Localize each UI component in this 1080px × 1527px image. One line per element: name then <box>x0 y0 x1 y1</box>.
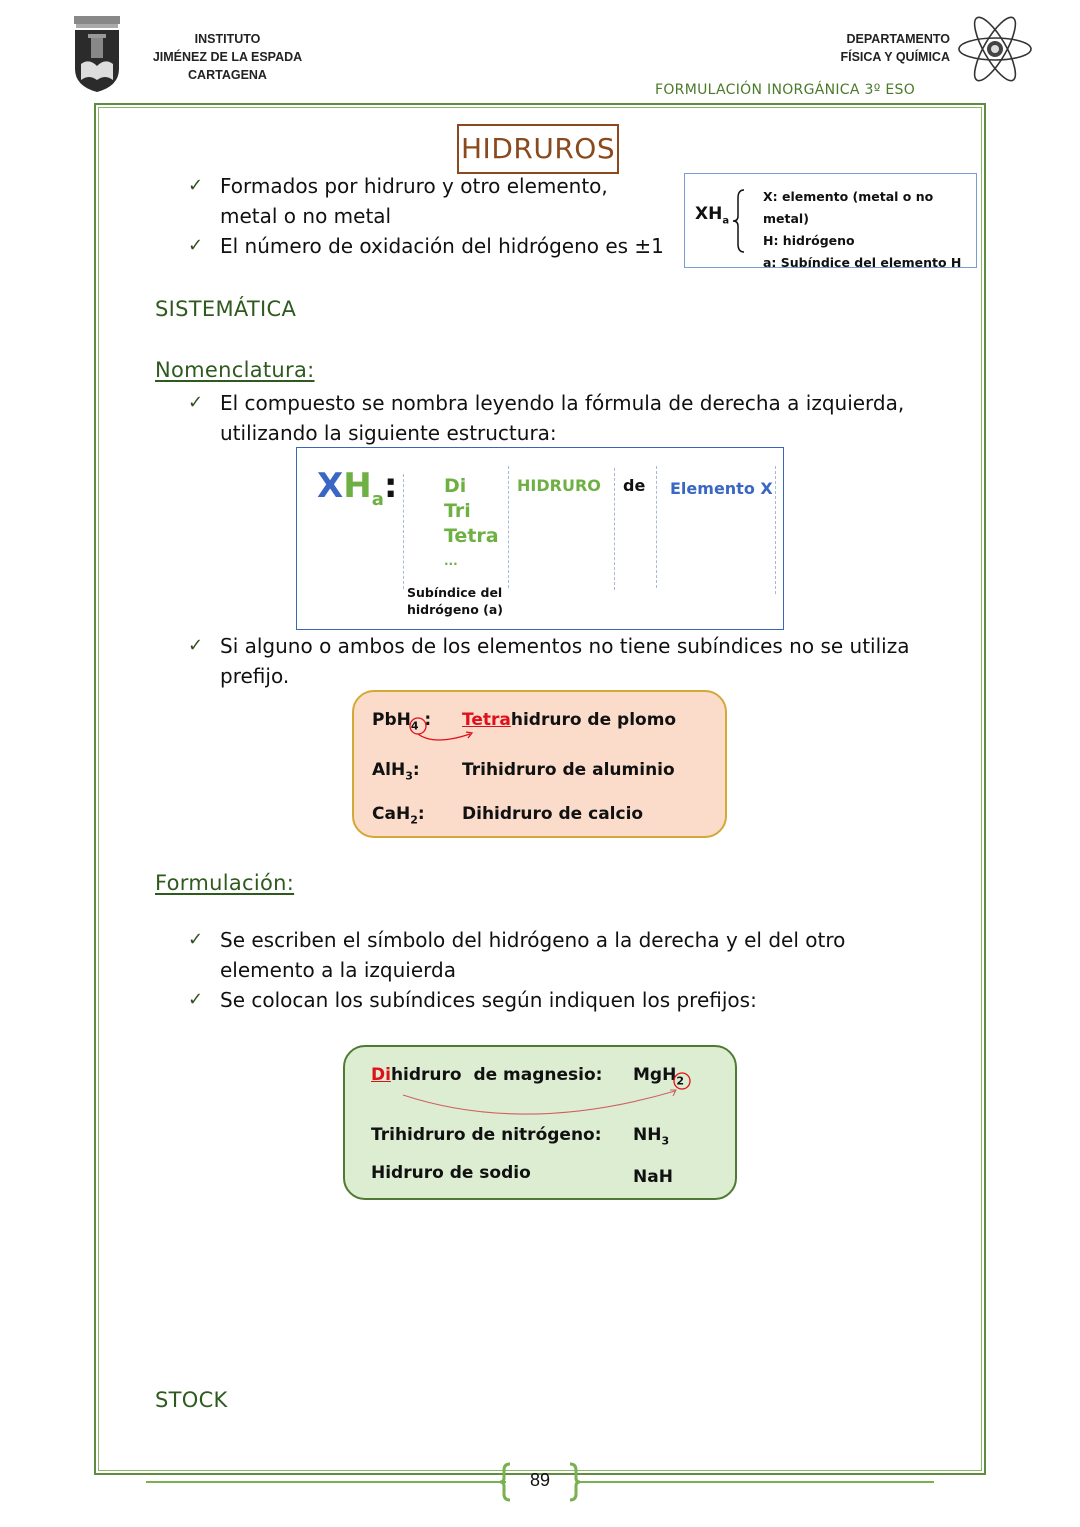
bullet-text: Se colocan los subíndices según indiquen los prefijos: <box>220 988 757 1012</box>
checkmark-icon: ✓ <box>188 635 204 656</box>
note-line: hidrógeno (a) <box>407 602 504 617</box>
structure-x: X <box>317 466 344 506</box>
bullet-text: prefijo. <box>220 664 290 688</box>
institute-name <box>150 30 305 84</box>
section-nomenclatura: Nomenclatura: <box>155 358 315 382</box>
formula-subscript: 2 <box>676 1074 684 1088</box>
structure-colon: : <box>383 466 398 506</box>
legend-line: a: Subíndice del elemento H <box>763 255 962 270</box>
formula-legend-box <box>684 173 977 268</box>
footer-divider-right <box>578 1481 934 1483</box>
brace-icon <box>733 188 745 254</box>
bullet-text: Se escriben el símbolo del hidrógeno a la derecha y el del otro <box>220 928 846 952</box>
example-formula: CaH <box>372 804 411 824</box>
formula-text: NH <box>633 1125 662 1145</box>
arrow-annotation-icon <box>404 716 484 744</box>
example-row: CaH$_2$: <box>372 804 425 827</box>
department-line-2: FÍSICA Y QUÍMICA <box>840 50 950 64</box>
checkmark-icon: ✓ <box>188 175 204 196</box>
bullet-text: elemento a la izquierda <box>220 958 456 982</box>
structure-elemento: Elemento X <box>670 479 773 498</box>
example-subscript: 3 <box>405 769 413 783</box>
checkmark-icon: ✓ <box>188 929 204 950</box>
bullet-text: Si alguno o ambos de los elementos no tiene subíndices no se utiliza <box>220 634 910 658</box>
naming-structure-box <box>296 447 784 630</box>
footer-divider-left <box>146 1481 506 1483</box>
prefix-list <box>444 474 499 574</box>
arrow-annotation-icon <box>375 1069 695 1121</box>
checkmark-icon: ✓ <box>188 392 204 413</box>
prefix-item: Tri <box>444 500 471 522</box>
bullet-text: utilizando la siguiente estructura: <box>220 421 557 445</box>
bullet-text: metal o no metal <box>220 204 392 228</box>
intro-bullet-2 <box>188 231 664 261</box>
checkmark-icon: ✓ <box>188 235 204 256</box>
note-line: Subíndice del <box>407 585 503 600</box>
example-name: Dihidruro de calcio <box>462 804 644 824</box>
structure-note <box>407 584 503 618</box>
highlighted-prefix: Di <box>371 1065 391 1085</box>
department-name <box>800 30 950 66</box>
department-line-1: DEPARTAMENTO <box>846 32 950 46</box>
example-formula: PbH <box>372 710 411 730</box>
legend-lines <box>763 186 976 274</box>
school-crest-logo <box>72 14 122 94</box>
institute-line-2: JIMÉNEZ DE LA ESPADA <box>152 50 303 64</box>
formulation-examples-box <box>343 1045 737 1200</box>
formulacion-bullet-1 <box>188 925 846 985</box>
bullet-text: El compuesto se nombra leyendo la fórmula de derecha a izquierda, <box>220 391 905 415</box>
section-formulacion: Formulación: <box>155 871 295 895</box>
bullet-text: Formados por hidruro y otro elemento, <box>220 174 608 198</box>
example-subscript: 2 <box>410 813 418 827</box>
structure-de: de <box>623 476 646 495</box>
structure-a: a <box>371 488 384 510</box>
prefix-item: Di <box>444 475 467 497</box>
legend-formula <box>695 204 729 226</box>
example-name: Trihidruro de nitrógeno: <box>371 1125 602 1145</box>
legend-line: X: elemento (metal o no metal) <box>763 189 934 226</box>
structure-h: H <box>343 466 372 506</box>
legend-formula-text: XH <box>695 204 723 224</box>
prefix-item: ... <box>444 554 458 568</box>
example-row: PbH$_4$ : <box>372 710 432 733</box>
institute-line-3: CARTAGENA <box>188 68 267 82</box>
page-title: HIDRUROS <box>457 124 619 174</box>
formulacion-bullet-2 <box>188 985 757 1015</box>
bullet-text: El número de oxidación del hidrógeno es ±1 <box>220 234 664 258</box>
example-name: Trihidruro de aluminio <box>462 760 675 780</box>
section-sistematica: SISTEMÁTICA <box>155 297 297 321</box>
nomenclatura-bullet-2 <box>188 631 910 691</box>
example-row: AlH$_3$: <box>372 760 420 783</box>
nomenclature-examples-box <box>352 690 727 838</box>
example-formula <box>633 1125 669 1147</box>
section-stock: STOCK <box>155 1388 228 1412</box>
example-formula: NaH <box>633 1167 673 1187</box>
example-name <box>462 710 676 730</box>
nomenclatura-bullet-1 <box>188 388 905 448</box>
intro-bullet-1 <box>188 171 608 231</box>
formula-subscript: 3 <box>661 1134 670 1148</box>
formula-text: MgH <box>633 1065 677 1085</box>
legend-line: H: hidrógeno <box>763 233 855 248</box>
example-formula: AlH <box>372 760 406 780</box>
prefix-item: Tetra <box>444 525 499 547</box>
example-rest: hidruro de plomo <box>510 710 677 730</box>
example-subscript: 4 <box>410 719 419 733</box>
example-name: Hidruro de sodio <box>371 1163 531 1183</box>
atom-icon <box>955 10 1035 88</box>
page-number: 89 <box>529 1470 551 1490</box>
legend-subscript: a <box>722 215 730 227</box>
highlighted-prefix: Tetra <box>462 710 511 730</box>
structure-hidruro: HIDRURO <box>517 476 601 495</box>
structure-formula <box>317 466 397 520</box>
course-title: FORMULACIÓN INORGÁNICA 3º ESO <box>655 82 916 98</box>
institute-line-1: INSTITUTO <box>194 32 261 46</box>
checkmark-icon: ✓ <box>188 989 204 1010</box>
example-rest: hidruro de magnesio: <box>390 1065 603 1085</box>
